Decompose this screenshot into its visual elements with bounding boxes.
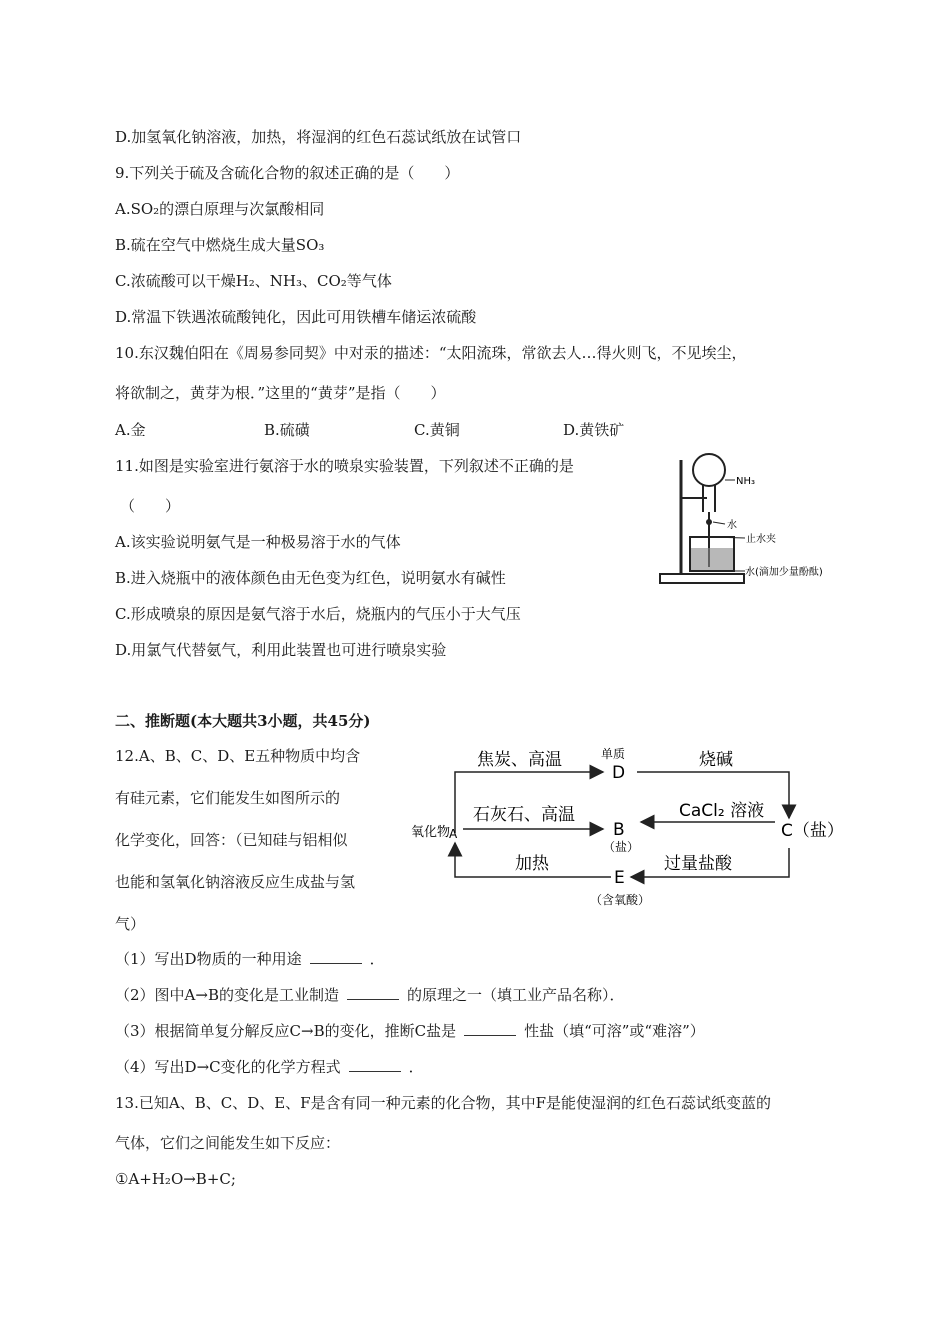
nh3-label: NH₃ [736,476,756,487]
q12-sub1 [115,949,385,969]
clamp-label: 止水夹 [746,534,776,545]
q12-sub1-text: （1）写出D物质的一种用途 [115,950,302,968]
q9-option-c: C.浓硫酸可以干燥H₂、NH₃、CO₂等气体 [115,272,392,290]
q10-stem-line2: 将欲制之，黄芽为根．”这里的“黄芽”是指（ ） [115,384,446,402]
trough-label: 水(滴加少量酚酞) [745,567,823,578]
q12-stem-line2: 有硅元素，它们能发生如图所示的 [115,789,341,807]
arrow-label-coke: 焦炭、高温 [477,750,562,770]
q12-sub2-text: （2）图中A→B的变化是工业制造 [115,986,339,1004]
q9-option-b: B.硫在空气中燃烧生成大量SO₃ [115,236,325,254]
answer-blank-1[interactable] [310,949,362,964]
q13-stem-line1: 13.已知A、B、C、D、E、F是含有同一种元素的化合物，其中F是能使湿润的红色石蕊试纸变蓝的 [115,1094,771,1112]
q12-stem-line4: 也能和氢氧化钠溶液反应生成盐与氢 [115,873,356,891]
q11-option-a: A.该实验说明氨气是一种极易溶于水的气体 [115,533,401,551]
q13-stem-line2: 气体，它们之间能发生如下反应： [115,1134,341,1152]
water-label: 水 [727,520,737,531]
q11-option-d: D.用氯气代替氨气，利用此装置也可进行喷泉实验 [115,641,447,659]
q11-option-b: B.进入烧瓶中的液体颜色由无色变为红色，说明氨水有碱性 [115,569,506,587]
q12-sub2-end: 的原理之一（填工业产品名称）． [406,986,625,1004]
arrow-label-heat: 加热 [515,854,549,874]
q10-option-c: C.黄铜 [414,421,460,439]
q12-sub3-end: 性盐（填“可溶”或“难溶”） [524,1022,705,1040]
answer-blank-4[interactable] [349,1057,401,1072]
q10-option-b: B.硫磺 [264,421,310,439]
arrow-label-caustic-soda: 烧碱 [699,750,733,770]
q11-answer-paren: （ ） [120,497,181,515]
q12-sub3-text: （3）根据简单复分解反应C→B的变化，推断C盐是 [115,1022,457,1040]
silicon-reaction-diagram [405,738,845,913]
e-sub-label: （含氧酸） [590,893,651,907]
arrow-label-cacl2: CaCl₂ 溶液 [679,801,765,821]
q12-sub2 [115,985,624,1005]
q12-stem-line5: 气） [115,915,146,933]
q10-option-d: D.黄铁矿 [563,421,625,439]
node-e: E [614,868,625,888]
node-c: C（盐） [781,821,844,841]
q10-option-a: A.金 [115,421,146,439]
q12-sub4 [115,1057,424,1077]
fountain-apparatus-figure [655,452,850,592]
a-label-oxide: 氧化物 [411,825,451,840]
answer-blank-2[interactable] [347,985,399,1000]
q11-stem: 11.如图是实验室进行氨溶于水的喷泉实验装置，下列叙述不正确的是 [115,457,574,475]
node-a: A [449,827,458,841]
arrow-label-hcl: 过量盐酸 [664,854,732,874]
q12-sub4-text: （4）写出D→C变化的化学方程式 [115,1058,341,1076]
q12-stem-line3: 化学变化，回答：（已知硅与铝相似 [115,831,348,849]
q8-option-d: D.加氢氧化钠溶液，加热，将湿润的红色石蕊试纸放在试管口 [115,128,522,146]
q11-option-c: C.形成喷泉的原因是氨气溶于水后，烧瓶内的气压小于大气压 [115,605,521,623]
node-b: B [613,820,625,840]
d-label-element: 单质 [601,747,626,761]
q10-stem-line1: 10.东汉魏伯阳在《周易参同契》中对汞的描述：“太阳流珠，常欲去人…得火则飞，不见埃尘， [115,344,747,362]
b-sub-label: （盐） [603,840,640,854]
q12-stem-line1: 12.A、B、C、D、E五种物质中均含 [115,747,361,765]
q12-sub4-end: ． [408,1058,424,1076]
q9-option-a: A.SO₂的漂白原理与次氯酸相同 [115,200,325,218]
q12-sub3 [115,1021,705,1041]
arrow-label-limestone: 石灰石、高温 [473,805,575,825]
q13-reaction-1: ①A+H₂O→B+C; [115,1170,236,1188]
q9-option-d: D.常温下铁遇浓硫酸钝化，因此可用铁槽车储运浓硫酸 [115,308,477,326]
node-d: D [612,763,626,783]
q12-sub1-end: ． [369,950,385,968]
answer-blank-3[interactable] [464,1021,516,1036]
q9-stem: 9.下列关于硫及含硫化合物的叙述正确的是（ ） [115,164,460,182]
section-title: 二、推断题(本大题共3小题，共45分) [115,712,371,730]
